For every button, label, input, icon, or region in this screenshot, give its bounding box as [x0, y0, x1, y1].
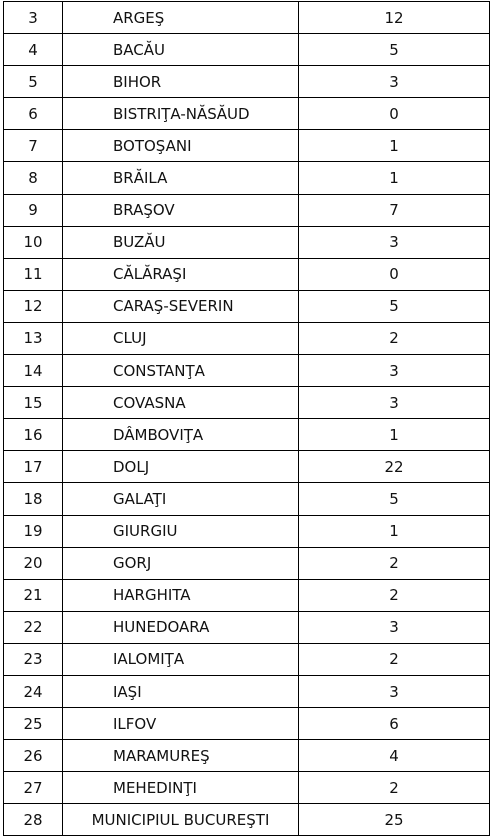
count-value-cell: 2 [299, 643, 490, 675]
county-table-container [3, 1, 490, 836]
count-value-cell: 1 [299, 515, 490, 547]
row-number-cell: 27 [4, 772, 63, 804]
table-row [4, 194, 490, 226]
table-row [4, 515, 490, 547]
row-number-cell: 6 [4, 98, 63, 130]
table-row [4, 226, 490, 258]
count-value-cell: 3 [299, 675, 490, 707]
table-row [4, 355, 490, 387]
county-name-cell: ILFOV [63, 708, 299, 740]
count-value-cell: 0 [299, 258, 490, 290]
table-row [4, 130, 490, 162]
count-value-cell: 4 [299, 740, 490, 772]
county-name-cell: GALAŢI [63, 483, 299, 515]
table-row [4, 387, 490, 419]
row-number-cell: 23 [4, 643, 63, 675]
row-number-cell: 3 [4, 2, 63, 34]
count-value-cell: 25 [299, 804, 490, 836]
row-number-cell: 11 [4, 258, 63, 290]
county-table-body [4, 2, 490, 836]
row-number-cell: 24 [4, 675, 63, 707]
table-row [4, 34, 490, 66]
county-name-cell: BRĂILA [63, 162, 299, 194]
county-name-cell: BUZĂU [63, 226, 299, 258]
count-value-cell: 3 [299, 355, 490, 387]
count-value-cell: 2 [299, 772, 490, 804]
county-name-cell: CLUJ [63, 322, 299, 354]
count-value-cell: 7 [299, 194, 490, 226]
county-name-cell: GORJ [63, 547, 299, 579]
county-name-cell: BIHOR [63, 66, 299, 98]
county-name-cell: CĂLĂRAŞI [63, 258, 299, 290]
table-row [4, 675, 490, 707]
count-value-cell: 5 [299, 290, 490, 322]
county-name-cell: MARAMUREŞ [63, 740, 299, 772]
row-number-cell: 13 [4, 322, 63, 354]
count-value-cell: 1 [299, 162, 490, 194]
county-table [3, 1, 490, 836]
county-name-cell: MEHEDINŢI [63, 772, 299, 804]
table-row [4, 98, 490, 130]
row-number-cell: 4 [4, 34, 63, 66]
table-row [4, 804, 490, 836]
table-row [4, 772, 490, 804]
count-value-cell: 3 [299, 611, 490, 643]
table-row [4, 290, 490, 322]
county-name-cell: IALOMIŢA [63, 643, 299, 675]
row-number-cell: 8 [4, 162, 63, 194]
county-name-cell: DÂMBOVIŢA [63, 419, 299, 451]
county-name-cell: MUNICIPIUL BUCUREŞTI [63, 804, 299, 836]
count-value-cell: 2 [299, 579, 490, 611]
county-name-cell: HUNEDOARA [63, 611, 299, 643]
county-name-cell: BRAŞOV [63, 194, 299, 226]
county-name-cell: IAŞI [63, 675, 299, 707]
county-name-cell: DOLJ [63, 451, 299, 483]
row-number-cell: 18 [4, 483, 63, 515]
county-name-cell: ARGEŞ [63, 2, 299, 34]
row-number-cell: 7 [4, 130, 63, 162]
table-row [4, 483, 490, 515]
table-row [4, 66, 490, 98]
county-name-cell: HARGHITA [63, 579, 299, 611]
table-row [4, 162, 490, 194]
row-number-cell: 14 [4, 355, 63, 387]
row-number-cell: 25 [4, 708, 63, 740]
table-row [4, 579, 490, 611]
county-name-cell: BACĂU [63, 34, 299, 66]
row-number-cell: 9 [4, 194, 63, 226]
count-value-cell: 3 [299, 387, 490, 419]
table-row [4, 2, 490, 34]
county-name-cell: BOTOŞANI [63, 130, 299, 162]
table-row [4, 322, 490, 354]
count-value-cell: 0 [299, 98, 490, 130]
row-number-cell: 12 [4, 290, 63, 322]
row-number-cell: 16 [4, 419, 63, 451]
table-row [4, 740, 490, 772]
row-number-cell: 19 [4, 515, 63, 547]
row-number-cell: 28 [4, 804, 63, 836]
county-name-cell: GIURGIU [63, 515, 299, 547]
county-name-cell: CONSTANŢA [63, 355, 299, 387]
county-name-cell: COVASNA [63, 387, 299, 419]
row-number-cell: 26 [4, 740, 63, 772]
count-value-cell: 5 [299, 34, 490, 66]
row-number-cell: 20 [4, 547, 63, 579]
count-value-cell: 2 [299, 547, 490, 579]
count-value-cell: 1 [299, 419, 490, 451]
count-value-cell: 3 [299, 226, 490, 258]
table-row [4, 547, 490, 579]
row-number-cell: 22 [4, 611, 63, 643]
count-value-cell: 12 [299, 2, 490, 34]
count-value-cell: 3 [299, 66, 490, 98]
table-row [4, 419, 490, 451]
count-value-cell: 5 [299, 483, 490, 515]
table-row [4, 708, 490, 740]
count-value-cell: 1 [299, 130, 490, 162]
table-row [4, 451, 490, 483]
table-row [4, 643, 490, 675]
count-value-cell: 2 [299, 322, 490, 354]
county-name-cell: CARAŞ-SEVERIN [63, 290, 299, 322]
row-number-cell: 17 [4, 451, 63, 483]
row-number-cell: 21 [4, 579, 63, 611]
count-value-cell: 22 [299, 451, 490, 483]
table-row [4, 258, 490, 290]
row-number-cell: 5 [4, 66, 63, 98]
county-name-cell: BISTRIŢA-NĂSĂUD [63, 98, 299, 130]
row-number-cell: 10 [4, 226, 63, 258]
count-value-cell: 6 [299, 708, 490, 740]
row-number-cell: 15 [4, 387, 63, 419]
table-row [4, 611, 490, 643]
